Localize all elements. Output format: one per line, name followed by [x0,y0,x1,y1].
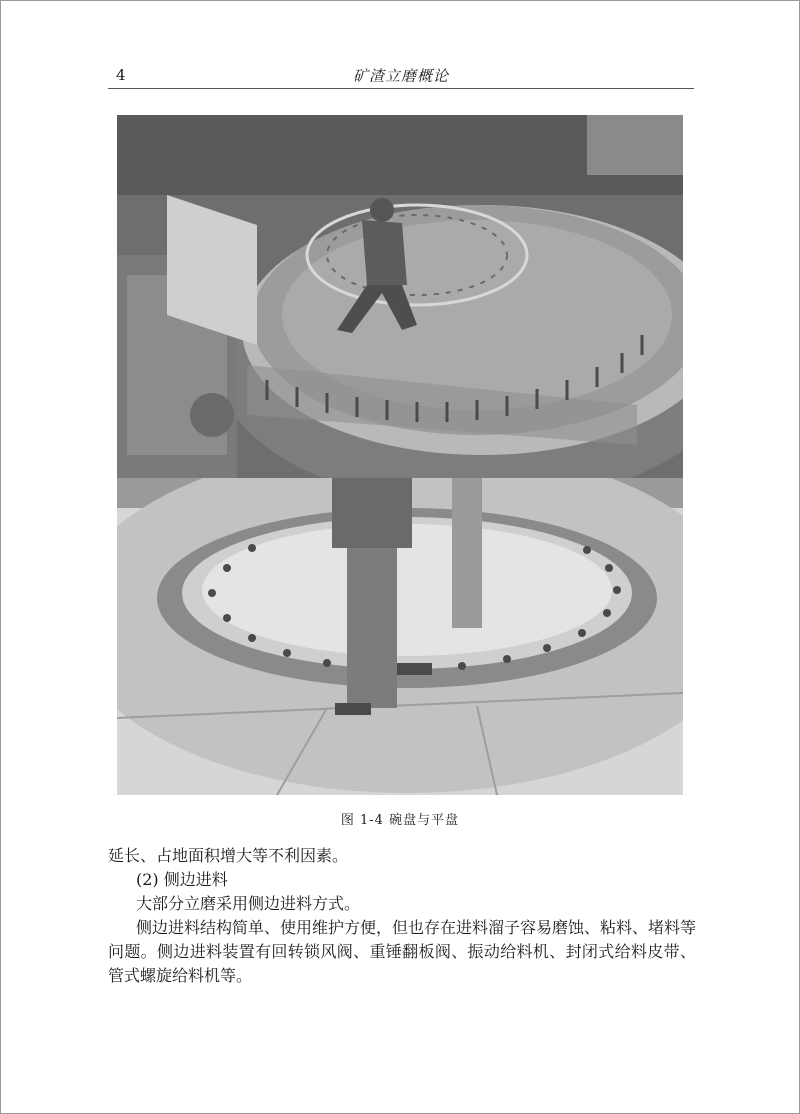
paragraph-3: 大部分立磨采用侧边进料方式。 [136,894,361,913]
section-heading-side-feeding: (2) 侧边进料 [136,870,228,889]
page-header [108,62,694,89]
running-title: 矿渣立磨概论 [352,67,449,85]
flat-table-photo [117,478,683,795]
bowl-table-photo [117,115,683,478]
paragraph-1: 延长、占地面积增大等不利因素。 [108,846,349,865]
paragraph-4: 侧边进料结构简单、使用维护方便，但也存在进料溜子容易磨蚀、粘料、堵料等问题。侧边进料装置有回转锁风阀、重锤翻板阀、振动给料机、封闭式给料皮带、管式螺旋给料机等。 [108,918,697,985]
figure-caption: 图 1-4 碗盘与平盘 [340,813,460,828]
page-number: 4 [116,66,126,84]
figure-photos [117,115,683,795]
